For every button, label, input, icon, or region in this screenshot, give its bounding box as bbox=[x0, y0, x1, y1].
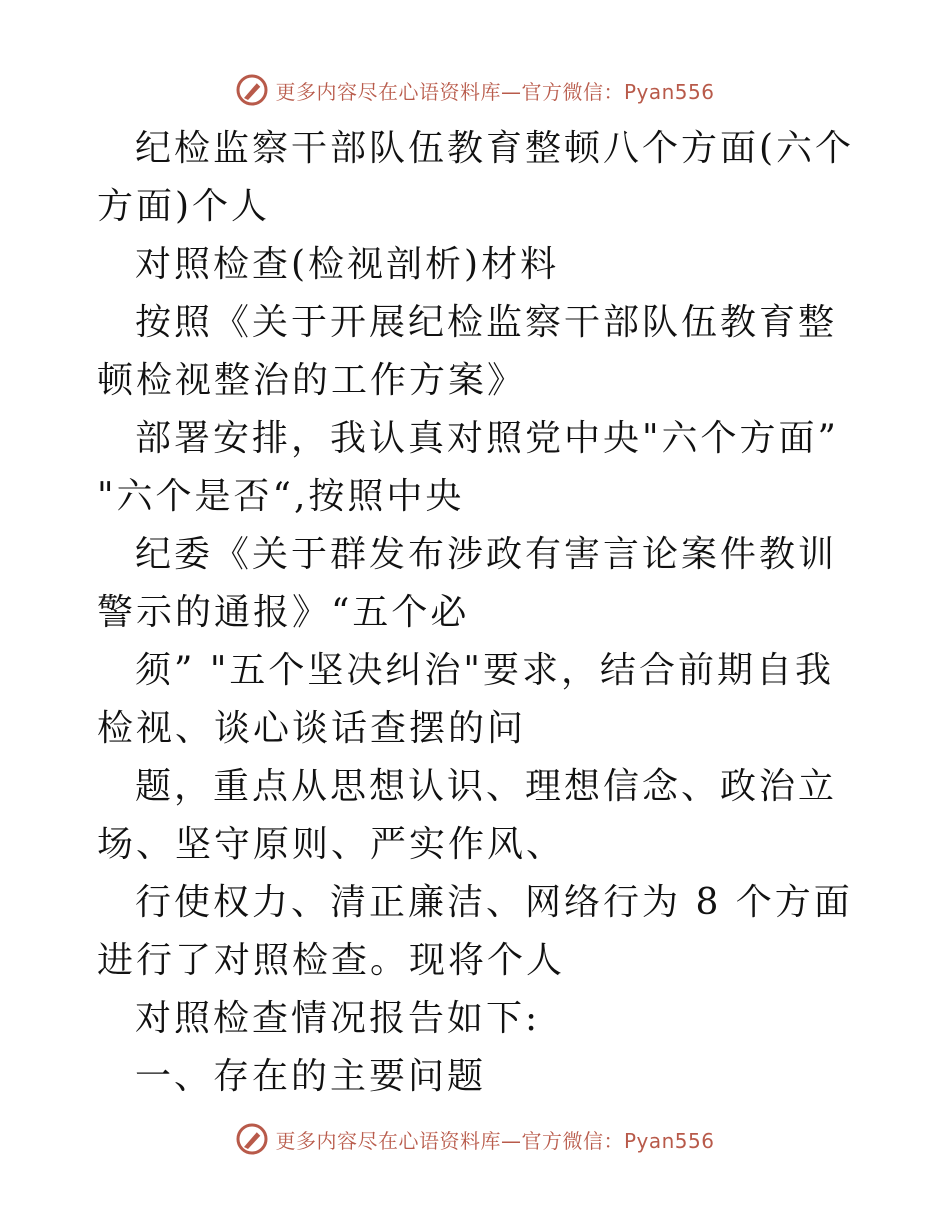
paragraph: 部署安排，我认真对照党中央"六个方面” "六个是否“,按照中央 bbox=[97, 418, 839, 517]
pen-seal-icon bbox=[235, 73, 269, 107]
watermark-header bbox=[0, 70, 950, 110]
document-body bbox=[97, 120, 857, 1106]
watermark-footer bbox=[0, 1119, 950, 1159]
pen-seal-icon bbox=[235, 1122, 269, 1156]
paragraph: 按照《关于开展纪检监察干部队伍教育整顿检视整治的工作方案》 bbox=[97, 302, 838, 401]
paragraph: 题，重点从思想认识、理想信念、政治立场、坚守原则、严实作风、 bbox=[97, 766, 838, 865]
paragraph: 须” "五个坚决纠治"要求，结合前期自我检视、谈心谈话查摆的问 bbox=[97, 650, 834, 749]
watermark-text: 更多内容尽在心语资料库—官方微信：Pyan556 bbox=[275, 79, 715, 104]
paragraph: 纪检监察干部队伍教育整顿八个方面(六个方面)个人 bbox=[97, 128, 855, 227]
paragraph: 纪委《关于群发布涉政有害言论案件教训警示的通报》“五个必 bbox=[97, 534, 838, 633]
watermark-text: 更多内容尽在心语资料库—官方微信：Pyan556 bbox=[275, 1128, 715, 1153]
section-heading: 一、存在的主要问题 bbox=[135, 1056, 487, 1097]
paragraph: 对照检查(检视剖析)材料 bbox=[135, 244, 560, 285]
paragraph: 行使权力、清正廉洁、网络行为 8 个方面进行了对照检查。现将个人 bbox=[97, 882, 853, 981]
paragraph: 对照检查情况报告如下: bbox=[135, 998, 541, 1039]
